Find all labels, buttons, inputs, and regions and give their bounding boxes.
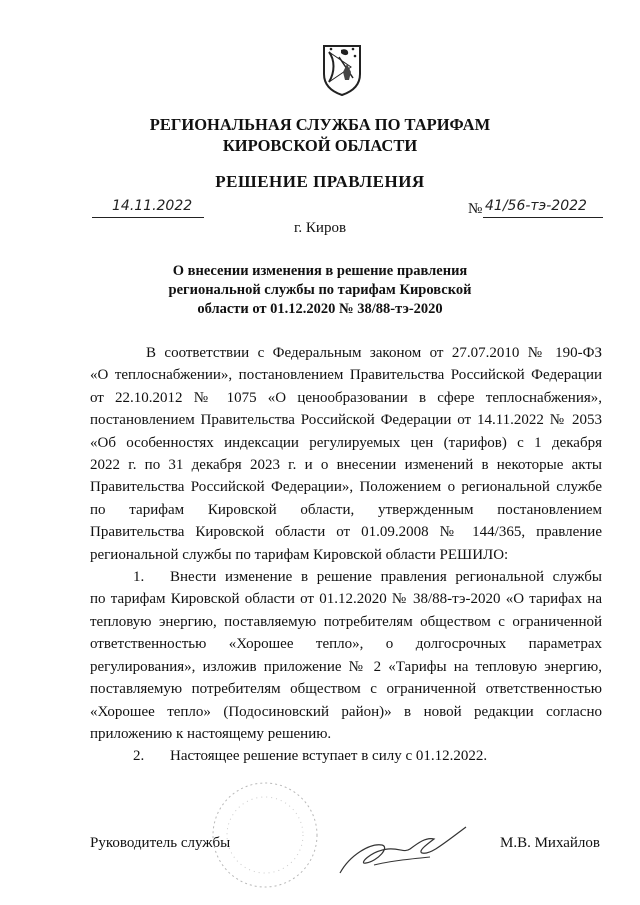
item-number: 1. [133,569,145,586]
body-line: Внести изменение в решение правления региональной службы [170,569,602,586]
kirov-coat-of-arms-icon [321,42,363,96]
decision-date: 14.11.2022 [112,198,193,214]
body-line: Настоящее решение вступает в силу с 01.12.2022. [170,748,488,765]
decision-number: 41/56-тэ-2022 [485,198,587,214]
number-sign: № [468,201,483,217]
handwritten-signature-icon [330,815,470,885]
item-1-first-line [90,566,602,588]
body-line: «Об особенностях индексации регулируемых цен (тарифов) с 1 декабря [90,434,602,451]
body-line: Правительства Кировской области от 01.09.2008 № 144/365, правление [90,524,602,541]
subject-line: О внесении изменения в решение правления [172,263,468,279]
body-line: «О теплоснабжении», постановлением Правительства Российской Федерации [90,367,602,384]
body-line: ответственностью «Хорошее тепло», о долгосрочных параметрах [90,636,602,653]
agency-name-line1: РЕГИОНАЛЬНАЯ СЛУЖБА ПО ТАРИФАМ [149,115,491,134]
subject-line: региональной службы по тарифам Кировской [168,282,472,298]
number-underline [483,217,603,218]
date-underline [92,217,204,218]
body-line: тепловую энергию, поставляемую потребителям обществом с ограниченной [90,613,602,630]
body-line: от 22.10.2012 № 1075 «О ценообразовании в сфере теплоснабжения», [90,389,602,406]
city-label: г. Киров [293,220,347,236]
body-line: по тарифам Кировской области от 01.12.2020 № 38/88-тэ-2020 «О тарифах на [90,591,602,608]
body-line: поставляемую потребителям обществом с ограниченной ответственностью [90,681,602,698]
body-line: регулирования», изложив приложение № 2 «Тарифы на тепловую энергию, [90,658,602,675]
document-title: РЕШЕНИЕ ПРАВЛЕНИЯ [215,172,425,191]
signatory-position: Руководитель службы [90,835,231,851]
decision-body [90,342,602,768]
signatory-name: М.В. Михайлов [499,835,600,851]
body-line: В соответствии с Федеральным законом от 27.07.2010 № 190-ФЗ [146,345,602,361]
agency-name-line2: КИРОВСКОЙ ОБЛАСТИ [222,136,418,155]
body-line: 2022 г. по 31 декабря 2023 г. и о внесении изменений в некоторые акты [90,457,602,474]
body-line: «Хорошее тепло» (Подосиновский район)» в новой редакции согласно [90,703,602,720]
item-number: 2. [133,748,145,765]
decision-subject [0,262,640,319]
body-line: приложению к настоящему решению. [90,725,332,742]
body-line: Правительства Российской Федерации», Положением о региональной службе [90,479,602,496]
body-line: региональной службы по тарифам Кировской области РЕШИЛО: [90,546,509,563]
item-2-line [90,745,602,767]
body-line: постановлением Правительства Российской Федерации от 14.11.2022 № 2053 [90,412,602,429]
body-line: по тарифам Кировской области, утвержденным постановлением [90,501,602,518]
subject-line: области от 01.12.2020 № 38/88-тэ-2020 [197,301,443,317]
